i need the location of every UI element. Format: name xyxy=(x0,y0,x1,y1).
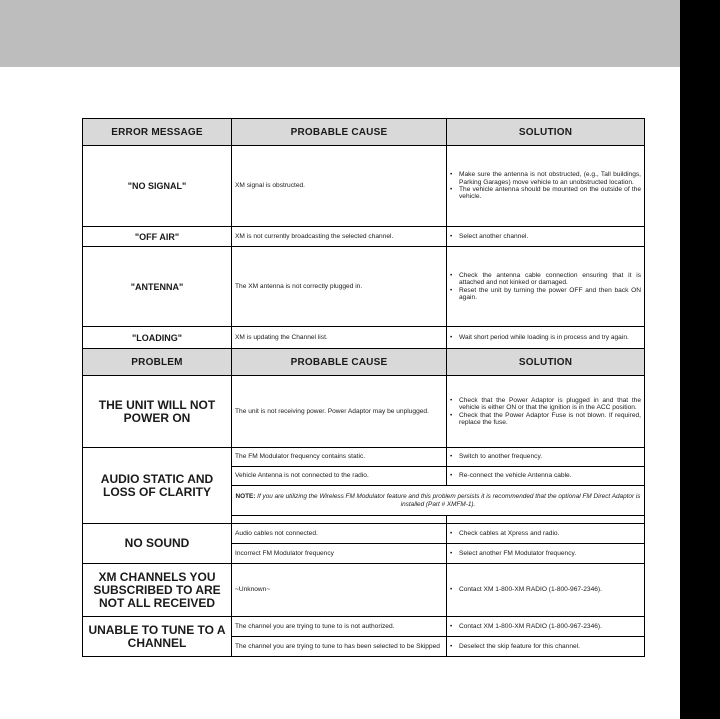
header-error-message: ERROR MESSAGE xyxy=(83,119,232,146)
table-row xyxy=(83,617,645,637)
problem-header-row xyxy=(83,349,645,376)
solution-cell: • Check cables at Xpress and radio. xyxy=(447,524,645,544)
problem-cell: XM CHANNELS YOU SUBSCRIBED TO ARE NOT ALL RECEIVED xyxy=(83,564,232,617)
solution-cell: • Deselect the skip feature for this channel. xyxy=(447,637,645,657)
troubleshooting-table xyxy=(82,118,645,657)
cause-cell: Vehicle Antenna is not connected to the radio. xyxy=(232,467,447,486)
cause-cell: XM is not currently broadcasting the selected channel. xyxy=(232,227,447,247)
solution-cell: • Wait short period while loading is in process and try again. xyxy=(447,327,645,349)
cause-cell: XM is updating the Channel list. xyxy=(232,327,447,349)
cause-cell: Audio cables not connected. xyxy=(232,524,447,544)
solution-cell: • Make sure the antenna is not obstructed, (e.g., Tall buildings, Parking Garages) move vehicle to an unobstructed location. • The vehicle antenna should be mounted on the outside of the vehicle. xyxy=(447,146,645,227)
solution-cell: • Contact XM 1-800-XM RADIO (1-800-967-2346). xyxy=(447,617,645,637)
cause-cell: The unit is not receiving power. Power Adaptor may be unplugged. xyxy=(232,376,447,448)
solution-cell: • Check the antenna cable connection ensuring that it is attached and not kinked or damaged. • Reset the unit by turning the power OFF and then back ON again. xyxy=(447,247,645,327)
table-row xyxy=(83,448,645,467)
cause-cell: ~Unknown~ xyxy=(232,564,447,617)
table-row xyxy=(83,564,645,617)
solution-cell: • Check that the Power Adaptor is plugged in and that the vehicle is either ON or that the ignition is in the ACC position. • Check that the Power Adaptor Fuse is not blown. If required, replace the fuse. xyxy=(447,376,645,448)
header-solution: SOLUTION xyxy=(447,349,645,376)
table-row xyxy=(83,146,645,227)
cause-cell: Incorrect FM Modulator frequency xyxy=(232,544,447,564)
cause-cell: The channel you are trying to tune to has been selected to be Skipped xyxy=(232,637,447,657)
cause-cell: The XM antenna is not correctly plugged in. xyxy=(232,247,447,327)
note-text: If you are utilizing the Wireless FM Modulator feature and this problem persists it is recommended that the optional FM Direct Adaptor is installed (Part # XMFM-1). xyxy=(257,493,641,508)
table-row xyxy=(83,524,645,544)
solution-cell: • Re-connect the vehicle Antenna cable. xyxy=(447,467,645,486)
solution-cell: • Contact XM 1-800-XM RADIO (1-800-967-2346). xyxy=(447,564,645,617)
header-band xyxy=(0,0,680,67)
table-row xyxy=(83,327,645,349)
cause-cell: XM signal is obstructed. xyxy=(232,146,447,227)
empty-cell xyxy=(232,516,447,524)
table-row xyxy=(83,227,645,247)
empty-cell xyxy=(447,516,645,524)
note-cell xyxy=(232,486,645,516)
solution-cell: • Select another channel. xyxy=(447,227,645,247)
solution-cell: • Switch to another frequency. xyxy=(447,448,645,467)
problem-cell: UNABLE TO TUNE TO A CHANNEL xyxy=(83,617,232,657)
solution-cell: • Select another FM Modulator frequency. xyxy=(447,544,645,564)
header-probable-cause: PROBABLE CAUSE xyxy=(232,349,447,376)
cause-cell: The FM Modulator frequency contains static. xyxy=(232,448,447,467)
right-side-bar xyxy=(680,0,720,719)
error-message: "LOADING" xyxy=(83,327,232,349)
error-message: "ANTENNA" xyxy=(83,247,232,327)
problem-cell: AUDIO STATIC AND LOSS OF CLARITY xyxy=(83,448,232,524)
problem-cell: NO SOUND xyxy=(83,524,232,564)
table-row xyxy=(83,376,645,448)
error-message: "NO SIGNAL" xyxy=(83,146,232,227)
problem-cell: THE UNIT WILL NOT POWER ON xyxy=(83,376,232,448)
cause-cell: The channel you are trying to tune to is not authorized. xyxy=(232,617,447,637)
header-problem: PROBLEM xyxy=(83,349,232,376)
error-header-row xyxy=(83,119,645,146)
error-message: "OFF AIR" xyxy=(83,227,232,247)
note-label: NOTE: xyxy=(235,493,256,501)
header-probable-cause: PROBABLE CAUSE xyxy=(232,119,447,146)
table-row xyxy=(83,247,645,327)
header-solution: SOLUTION xyxy=(447,119,645,146)
